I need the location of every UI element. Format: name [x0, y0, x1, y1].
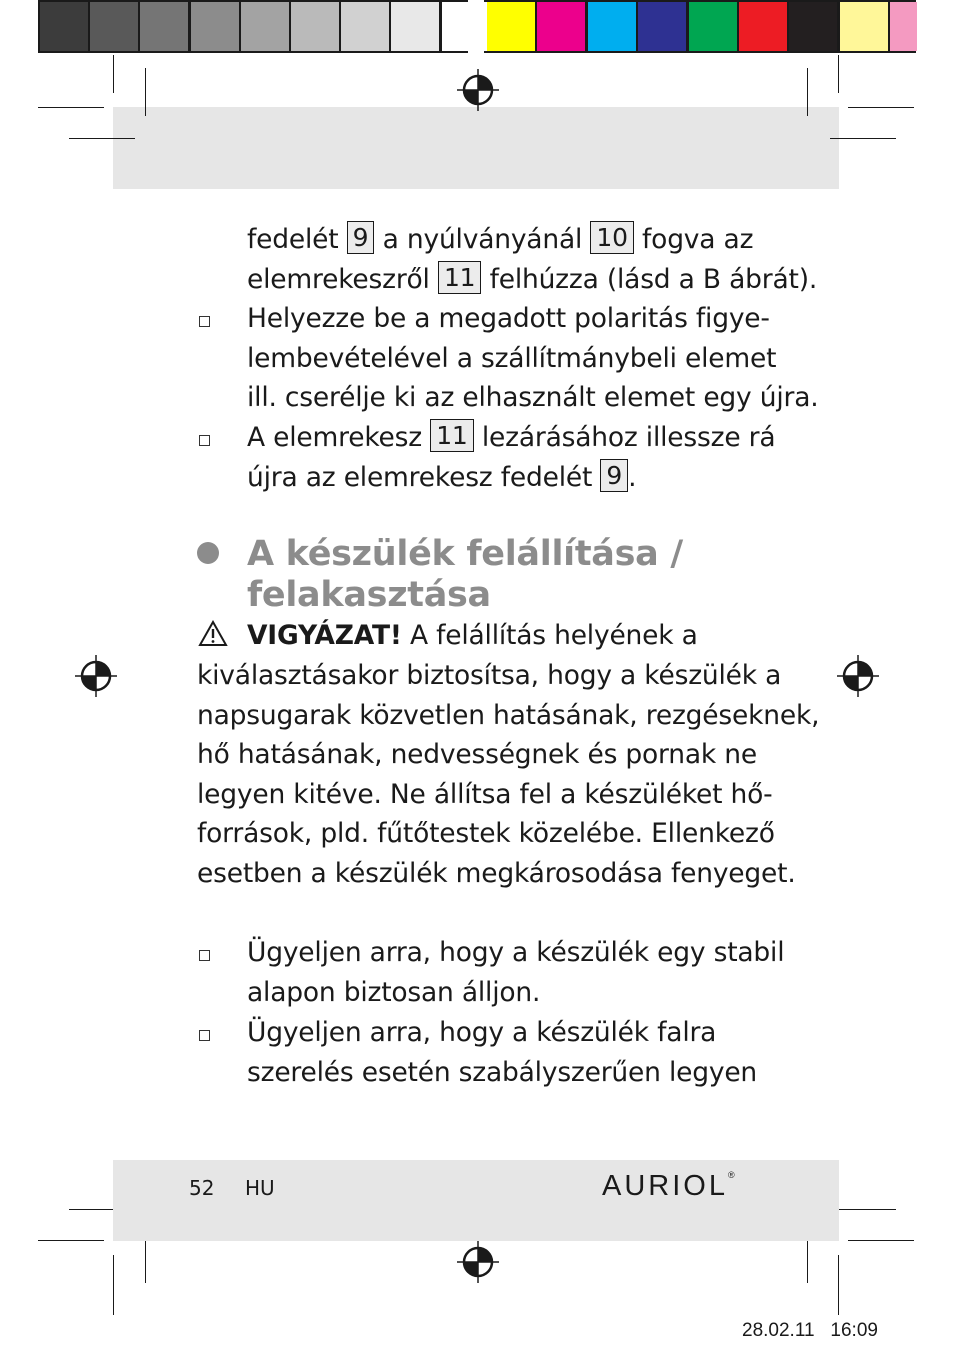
language-code: HU: [245, 1176, 275, 1200]
print-timestamp: [742, 1320, 878, 1342]
color-swatch: [689, 2, 737, 51]
section-heading: A készülék felállítása / felakasztása: [247, 534, 683, 615]
continuation-line-1: fedelét 9 a nyúlványánál 10 fogva az: [247, 223, 754, 255]
color-swatch: [789, 2, 837, 51]
color-swatch: [890, 2, 917, 51]
ref-badge-10: 10: [590, 221, 633, 254]
brand-logo: AURIOL®: [602, 1170, 735, 1202]
page-number: 52: [189, 1176, 215, 1200]
list-item-close-compartment: A elemrekesz 11 lezárásához illessze rá újra az elemrekesz fedelét 9 .: [247, 421, 776, 493]
registration-mark-bottom: [456, 1240, 500, 1284]
gray-swatch: [341, 2, 389, 51]
checkbox-bullet: [199, 950, 210, 961]
gray-swatch: [140, 2, 188, 51]
ref-badge-11: 11: [438, 261, 481, 294]
ref-badge-9: 9: [600, 459, 628, 492]
ref-badge-11: 11: [430, 419, 473, 452]
warning-first-line: VIGYÁZAT! A felállítás helyének a: [247, 620, 698, 651]
checkbox-bullet: [199, 316, 210, 327]
color-swatch: [840, 2, 888, 51]
color-swatch: [487, 2, 535, 51]
color-swatch: [537, 2, 585, 51]
ref-badge-9: 9: [347, 221, 375, 254]
gray-swatch: [40, 2, 88, 51]
list-item-wall-mount: Ügyeljen arra, hogy a készülék falra szerelés esetén szabályszerűen legyen: [247, 1017, 758, 1088]
list-item-stable-base: Ügyeljen arra, hogy a készülék egy stabil alapon biztosan álljon.: [247, 937, 785, 1008]
header-band: [113, 107, 839, 189]
gray-swatch: [391, 2, 439, 51]
gray-swatch: [90, 2, 138, 51]
section-bullet-dot: [197, 542, 219, 564]
gray-swatch: [241, 2, 289, 51]
continuation-line-2: elemrekeszről 11 felhúzza (lásd a B ábrát).: [247, 263, 818, 295]
gray-swatch: [291, 2, 339, 51]
warning-icon: [198, 620, 228, 647]
registration-mark-top: [456, 68, 500, 112]
color-swatch: [588, 2, 636, 51]
checkbox-bullet: [199, 1030, 210, 1041]
warning-paragraph: kiválasztásakor biztosítsa, hogy a készülék a napsugarak közvetlen hatásának, rezgéseknek, hő hatásának, nedvességnek és pornak ne legyen kitéve. Ne állítsa fel a készüléket hő- források, pld. fűtőtestek közelébe. Ellenkező esetben a készülék megkárosodása fenyeget.: [197, 660, 820, 889]
list-item-polarity: Helyezze be a megadott polaritás figye- lembevételével a szállítmánybeli elemet ill. cserélje ki az elhasznált elemet egy újra.: [247, 303, 819, 414]
checkbox-bullet: [199, 435, 210, 446]
color-swatch: [638, 2, 686, 51]
print-time: 16:09: [830, 1320, 878, 1341]
print-date: 28.02.11: [742, 1320, 815, 1341]
gray-swatch: [191, 2, 239, 51]
color-swatch: [739, 2, 787, 51]
registration-mark-left: [74, 654, 118, 698]
gray-swatch: [442, 2, 490, 51]
warning-label: VIGYÁZAT!: [247, 620, 402, 651]
registration-mark-right: [836, 654, 880, 698]
